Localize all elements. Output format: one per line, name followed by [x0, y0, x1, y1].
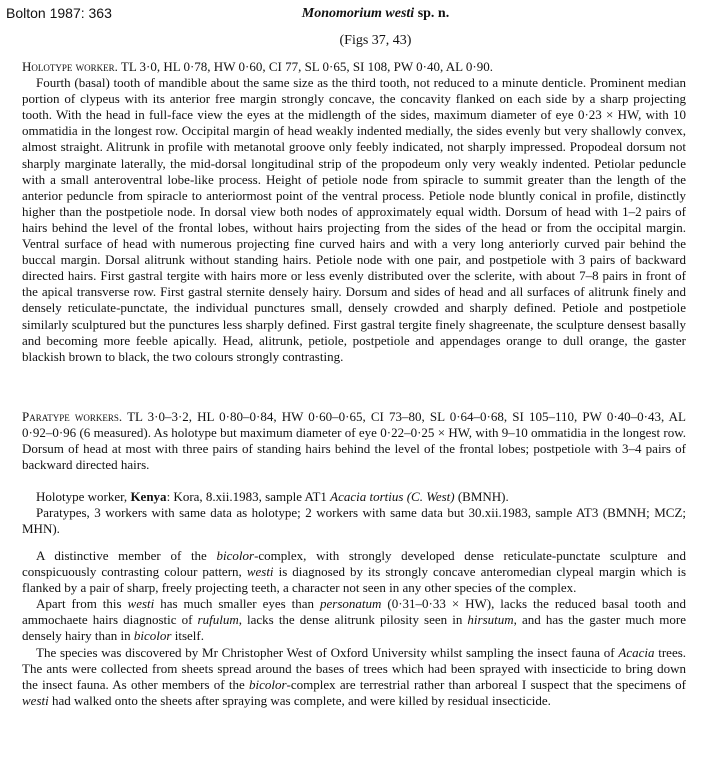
holotype-heading: Holotype worker. — [22, 59, 118, 74]
holotype-description: Fourth (basal) tooth of mandible about the same size as the third tooth, not reduced to a minute denticle. Prominent median portion of clypeus with its anterior free margin strongly concave, the concavity flanked on each side by a sharp projecting tooth. With the head in full-face view the eyes at the midlength of the sides, maximum diameter of eye 0·23 × HW, with 10 ommatidia in the longest row. Occipital margin of head weakly indented medially, the sides evenly but very shallowly convex, almost straight. Alitrunk in profile with metanotal groove only feebly indicated, not sharply impressed. Propodeal dorsum not sharply marginate laterally, the mid-dorsal longitudinal strip of the propodeum only very weakly indented. Petiolar peduncle with a small anteroventral lobe-like process. Height of petiole node from spiracle to summit greater than the length of the anterior peduncle from spiracle to anteriormost point of the ventral process. Petiole node bluntly conical in profile, distinctly higher than the postpetiole node. In dorsal view both nodes of approximately equal width. Dorsum of head with 1–2 pairs of hairs behind the level of the frontal lobes, without hairs projecting from the sides of the head or from the occipital margin. Ventral surface of head with numerous projecting fine curved hairs and with a very long anteriorly curved pair behind the buccal margin. Dorsal alitrunk without standing hairs. Petiole node with one pair, and postpetiole with 3 pairs of backward directed hairs. First gastral tergite with hairs more or less evenly distributed over the sclerite, with about 7–8 pairs in front of the apical transverse row. First gastral sternite densely hairy. Dorsum and sides of head and all surfaces of alitrunk finely and densely reticulate-punctate, the individual punctures small, densely crowded and sharply defined. Petiole and postpetiole similarly sculptured but the punctures less sharply defined. First gastral tergite finely shagreenate, the sculpture densest basally and becoming more feeble apically. Head, alitrunk, petiole, postpetiole and appendages orange to dull orange, the gaster blackish brown to black, the two colours strongly contrasting. — [22, 75, 686, 364]
country-name: Kenya — [130, 489, 167, 504]
material-section — [22, 489, 686, 537]
paratype-material: Paratypes, 3 workers with same data as holotype; 2 workers with same data but 30.xii.1983, sample AT3 (BMNH; MCZ; MHN). — [22, 505, 686, 537]
new-species-marker: sp. n. — [417, 6, 450, 21]
paratype-section — [22, 409, 686, 473]
discussion-paragraph-3: The species was discovered by Mr Christopher West of Oxford University whilst sampling the insect fauna of Acacia trees. The ants were collected from sheets spread around the bases of trees which had been sprayed with insecticide to bring down the insect fauna. As other members of the bicolor-complex are terrestrial rather than arboreal I suspect that the specimens of westi had walked onto the sheets after spraying was complete, and were killed by residual insecticide. — [22, 644, 687, 708]
discussion-section — [22, 548, 686, 709]
species-name: Monomorium westi — [301, 6, 415, 21]
collector: (C. West) — [406, 489, 455, 504]
paratype-text: TL 3·0–3·2, HL 0·80–0·84, HW 0·60–0·65, CI 73–80, SL 0·64–0·68, SI 105–110, PW 0·40–0·43, AL 0·92–0·96 (6 measured). As holotype but maximum diameter of eye 0·22–0·25 × HW, with 9–10 ommatidia in the longest row. Dorsum of head at most with three pairs of standing hairs behind the level of the frontal lobes; postpetiole with 3–4 pairs of backward directed hairs. — [22, 409, 686, 473]
holotype-material: Holotype worker, Kenya: Kora, 8.xii.1983, sample AT1 Acacia tortius (C. West) (BMNH). — [36, 489, 509, 504]
holotype-measurements-line — [22, 59, 686, 75]
paratype-heading: Paratype workers. — [22, 409, 123, 424]
discussion-paragraph-2: Apart from this westi has much smaller eyes than personatum (0·31–0·33 × HW), lacks the reduced basal tooth and ammochaete hairs diagnostic of rufulum, lacks the dense alitrunk pilosity seen in hirsutum, and has the gaster much more densely hairy than in bicolor itself. — [22, 596, 687, 644]
figure-reference: (Figs 37, 43) — [339, 33, 412, 48]
holotype-measurements: TL 3·0, HL 0·78, HW 0·60, CI 77, SL 0·65, SI 108, PW 0·40, AL 0·90. — [120, 59, 493, 74]
holotype-section — [22, 59, 686, 365]
discussion-paragraph-1: A distinctive member of the bicolor-complex, with strongly developed dense reticulate-punctate sculpture and conspicuously contrasting colour pattern, westi is diagnosed by its strongly concave anteromedian clypeal margin which is flanked by a pair of sharp, freely projecting teeth, a character not seen in any other species of the complex. — [22, 548, 687, 596]
source-citation: Bolton 1987: 363 — [6, 5, 112, 21]
host-plant: Acacia tortius — [330, 489, 404, 504]
species-title — [0, 6, 711, 22]
